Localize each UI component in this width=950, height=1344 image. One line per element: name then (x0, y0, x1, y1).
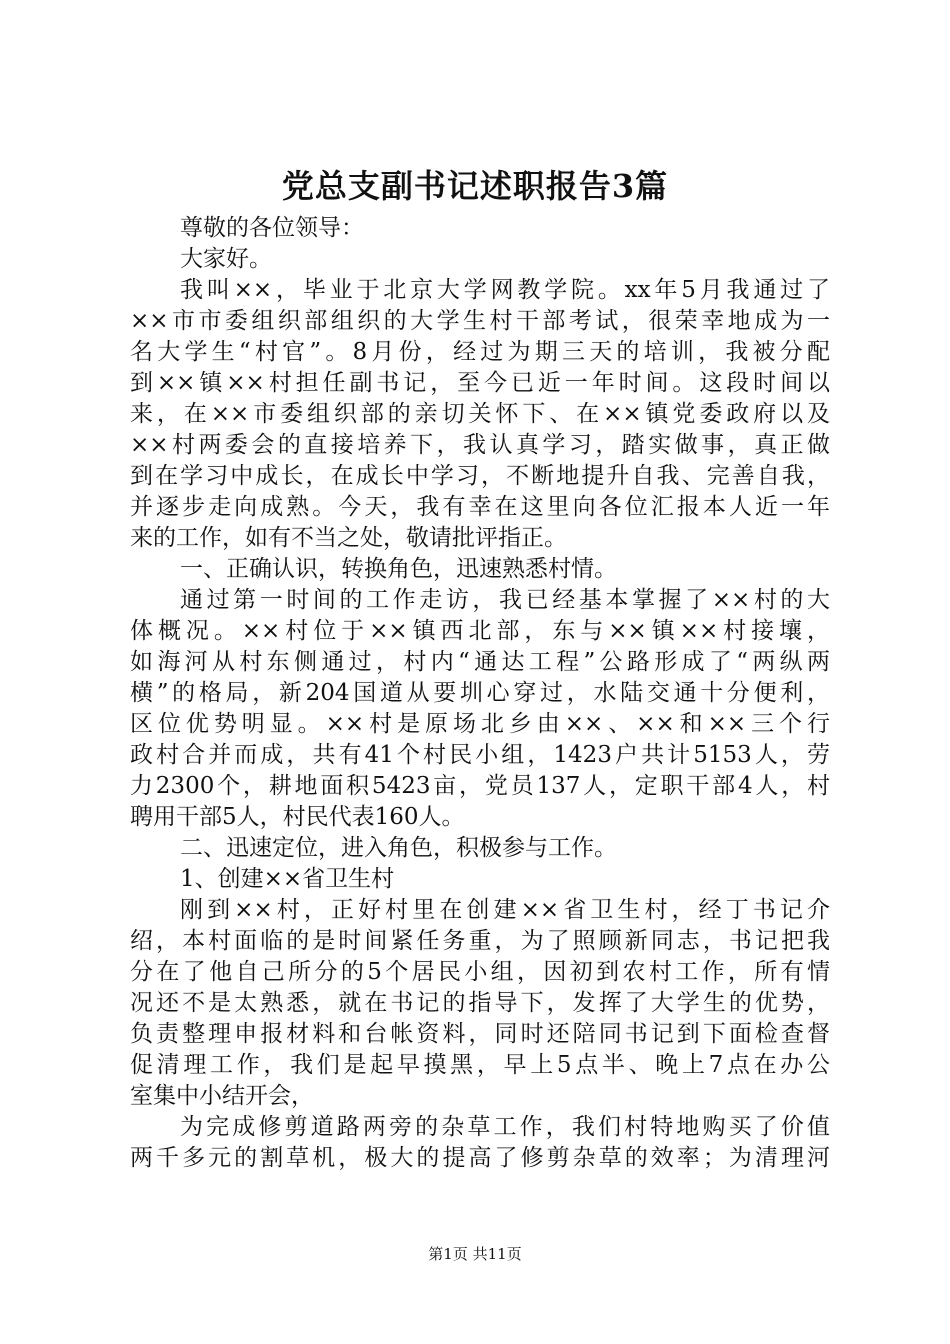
text-line: 分在了他自己所分的5个居民小组，因初到农村工作，所有情 (130, 959, 830, 985)
text-line: ××村两委会的直接培养下，我认真学习，踏实做事，真正做 (130, 432, 830, 458)
document-title: 党总支副书记述职报告3篇 (281, 167, 669, 205)
text-line: 况还不是太熟悉，就在书记的指导下，发挥了大学生的优势， (130, 990, 830, 1016)
text-line: 并逐步走向成熟。今天，我有幸在这里向各位汇报本人近一年 (130, 494, 830, 520)
text-line: 一、正确认识，转换角色，迅速熟悉村情。 (180, 556, 617, 582)
text-line: 聘用干部5人，村民代表160人。 (130, 804, 465, 830)
text-line: 负责整理申报材料和台帐资料，同时还陪同书记到下面检查督 (130, 1021, 830, 1047)
text-line: 通过第一时间的工作走访，我已经基本掌握了××村的大 (180, 587, 830, 613)
text-line: 二、迅速定位，进入角色，积极参与工作。 (180, 835, 617, 861)
text-line: 绍，本村面临的是时间紧任务重，为了照顾新同志，书记把我 (130, 928, 830, 954)
text-line: 力2300个，耕地面积5423亩，党员137人，定职干部4人，村 (130, 773, 830, 799)
text-line: 我叫××，毕业于北京大学网教学院。xx年5月我通过了 (180, 277, 830, 303)
page-footer: 第1页 共11页 (428, 1245, 522, 1263)
text-line: 室集中小结开会， (130, 1083, 314, 1109)
text-line: 两千多元的割草机，极大的提高了修剪杂草的效率；为清理河 (130, 1145, 830, 1171)
text-line: 尊敬的各位领导： (180, 215, 364, 241)
text-line: 促清理工作，我们是起早摸黑，早上5点半、晚上7点在办公 (130, 1052, 830, 1078)
text-line: 横”的格局，新204国道从要圳心穿过，水陆交通十分便利， (130, 680, 830, 706)
text-line: 区位优势明显。××村是原场北乡由××、××和××三个行 (130, 711, 830, 737)
text-line: 1、创建××省卫生村 (180, 866, 395, 892)
text-line: 大家好。 (180, 246, 272, 272)
text-line: 名大学生“村官”。8月份，经过为期三天的培训，我被分配 (130, 339, 830, 365)
text-line: 来的工作，如有不当之处，敬请批评指正。 (130, 525, 567, 551)
text-line: 政村合并而成，共有41个村民小组，1423户共计5153人，劳 (130, 742, 830, 768)
text-line: 为完成修剪道路两旁的杂草工作，我们村特地购买了价值 (180, 1114, 830, 1140)
text-line: 刚到××村，正好村里在创建××省卫生村，经丁书记介 (180, 897, 830, 923)
document-body (130, 213, 830, 1174)
text-line: 到××镇××村担任副书记，至今已近一年时间。这段时间以 (130, 370, 830, 396)
text-line: ××市市委组织部组织的大学生村干部考试，很荣幸地成为一 (130, 308, 830, 334)
text-line: 来，在××市委组织部的亲切关怀下、在××镇党委政府以及 (130, 401, 830, 427)
text-line: 体概况。××村位于××镇西北部，东与××镇××村接壤， (130, 618, 830, 644)
text-line: 如海河从村东侧通过，村内“通达工程”公路形成了“两纵两 (130, 649, 830, 675)
text-line: 到在学习中成长，在成长中学习，不断地提升自我、完善自我， (130, 463, 830, 489)
